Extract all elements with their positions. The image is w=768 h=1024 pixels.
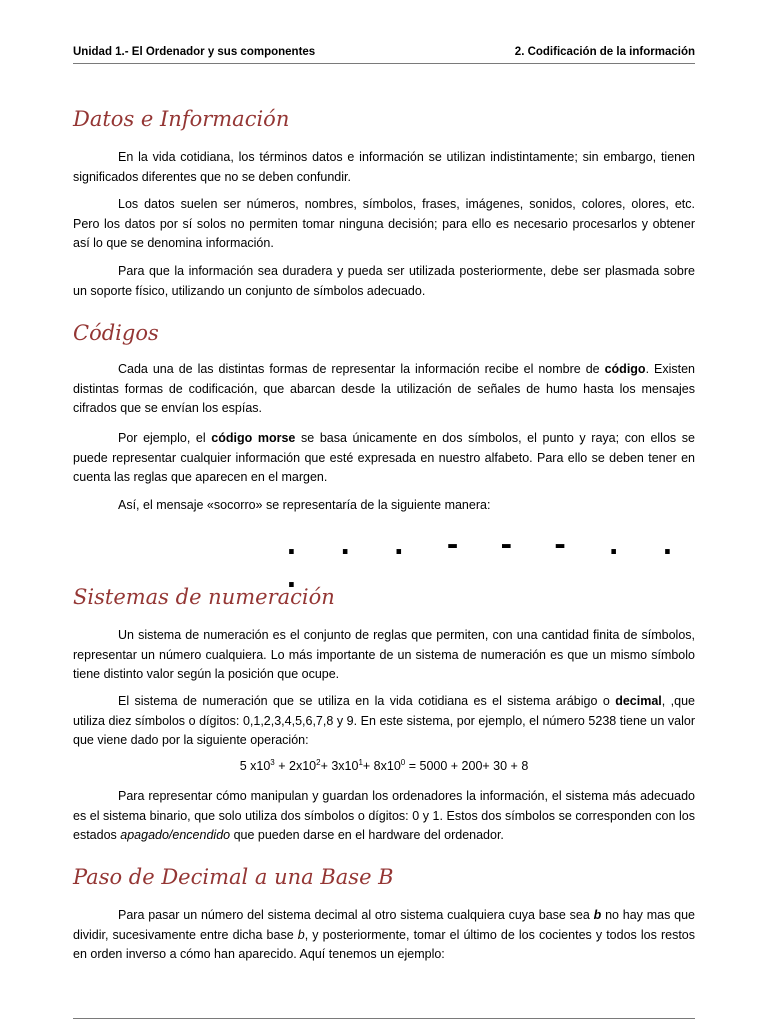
heading-codigos: Códigos [73,321,159,345]
paragraph-sistemas-1: Un sistema de numeración es el conjunto de reglas que permiten, con una cantidad finita de símbolos, representar un número cualquiera. Lo más importante de un sistema de numeración es que un mismo símbolo tiene distinto valor según la posición que ocupe. [73,628,695,681]
text-span: Para pasar un número del sistema decimal al otro sistema cualquiera cuya base sea [118,908,594,922]
formula-term: + 3x10 [320,759,359,774]
text-span: no hay mas que dividir, sucesivamente entre dicha base [73,908,696,942]
text-span: se basa únicamente en dos símbolos, el punto y raya; con ellos se puede representar cualquier información que esté expresada en nuestro alfabeto. Para ello se deben tener en cuenta las reglas que aparecen en el margen. [73,431,695,484]
heading-datos-informacion: Datos e Información [73,107,290,131]
header-section-title: 2. Codificación de la información [514,46,695,58]
formula-term: = 5000 + 200+ 30 + 8 [405,759,529,774]
text-span: Para representar cómo manipulan y guardan los ordenadores la información, el sistema más adecuado es el sistema binario, que solo utiliza dos símbolos o dígitos: 0 y 1. Estos dos símbolos se corresponden con los estados [73,789,695,842]
formula-exponent: 0 [400,758,406,767]
paragraph-datos-1: En la vida cotidiana, los términos datos e información se utilizan indistintamente; sin embargo, tienen significados diferentes que no se deben confundir. [73,150,695,184]
paragraph-paso-1 [73,906,695,965]
page-header [73,46,695,64]
text-span: Cada una de las distintas formas de representar la información recibe el nombre de [118,362,605,376]
variable-b: b [297,927,305,942]
decimal-expansion-formula [73,758,695,773]
text-span: . Existen distintas formas de codificación, que abarcan desde la utilización de señales de humo hasta los mensajes cifrados que se envían los espías. [73,362,696,415]
paragraph-codigos-1 [73,360,695,419]
term-codigo: código [604,362,646,376]
text-span: Por ejemplo, el [118,431,212,445]
heading-sistemas-numeracion: Sistemas de numeración [73,585,335,609]
paragraph-sistemas-3 [73,787,695,846]
term-codigo-morse: código morse [211,431,296,445]
header-unit-title: Unidad 1.- El Ordenador y sus componentes [73,46,316,58]
formula-exponent: 3 [270,758,275,767]
formula-exponent: 1 [358,758,363,767]
footer-rule [73,1018,695,1019]
text-span: , y posteriormente, tomar el último de los cocientes y todos los restos en orden inverso a cómo han aparecido. Aquí tenemos un ejemplo: [73,927,695,961]
paragraph-codigos-2 [73,429,695,488]
term-decimal: decimal [615,694,662,708]
term-apagado-encendido: apagado/encendido [120,828,231,842]
morse-sos-example: . . . - - - . . . [283,528,686,594]
text-span: que pueden darse en el hardware del ordenador. [230,828,504,842]
text-span: , ,que utiliza diez símbolos o dígitos: 0,1,2,3,4,5,6,7,8 y 9. En este sistema, por ejemplo, el número 5238 tiene un valor que viene dado por la siguiente operación: [73,694,695,747]
paragraph-codigos-3: Así, el mensaje «socorro» se representaría de la siguiente manera: [118,498,491,512]
paragraph-datos-2: Los datos suelen ser números, nombres, símbolos, frases, imágenes, sonidos, colores, olores, etc. Pero los datos por sí solos no permiten tomar ninguna decisión; para ello es necesario procesarlos y obtener así lo que se denomina información. [73,197,695,250]
text-span: El sistema de numeración que se utiliza en la vida cotidiana es el sistema arábigo o [118,694,616,708]
paragraph-datos-3: Para que la información sea duradera y pueda ser utilizada posteriormente, debe ser plasmada sobre un soporte físico, utilizando un conjunto de símbolos adecuado. [73,264,695,298]
variable-b: b [593,908,602,922]
formula-term: + 2x10 [274,759,317,774]
formula-term: + 8x10 [362,759,401,774]
formula-exponent: 2 [316,758,321,767]
heading-paso-decimal-base-b: Paso de Decimal a una Base B [73,865,394,889]
paragraph-sistemas-2 [73,692,695,751]
formula-term: 5 x10 [239,759,271,774]
